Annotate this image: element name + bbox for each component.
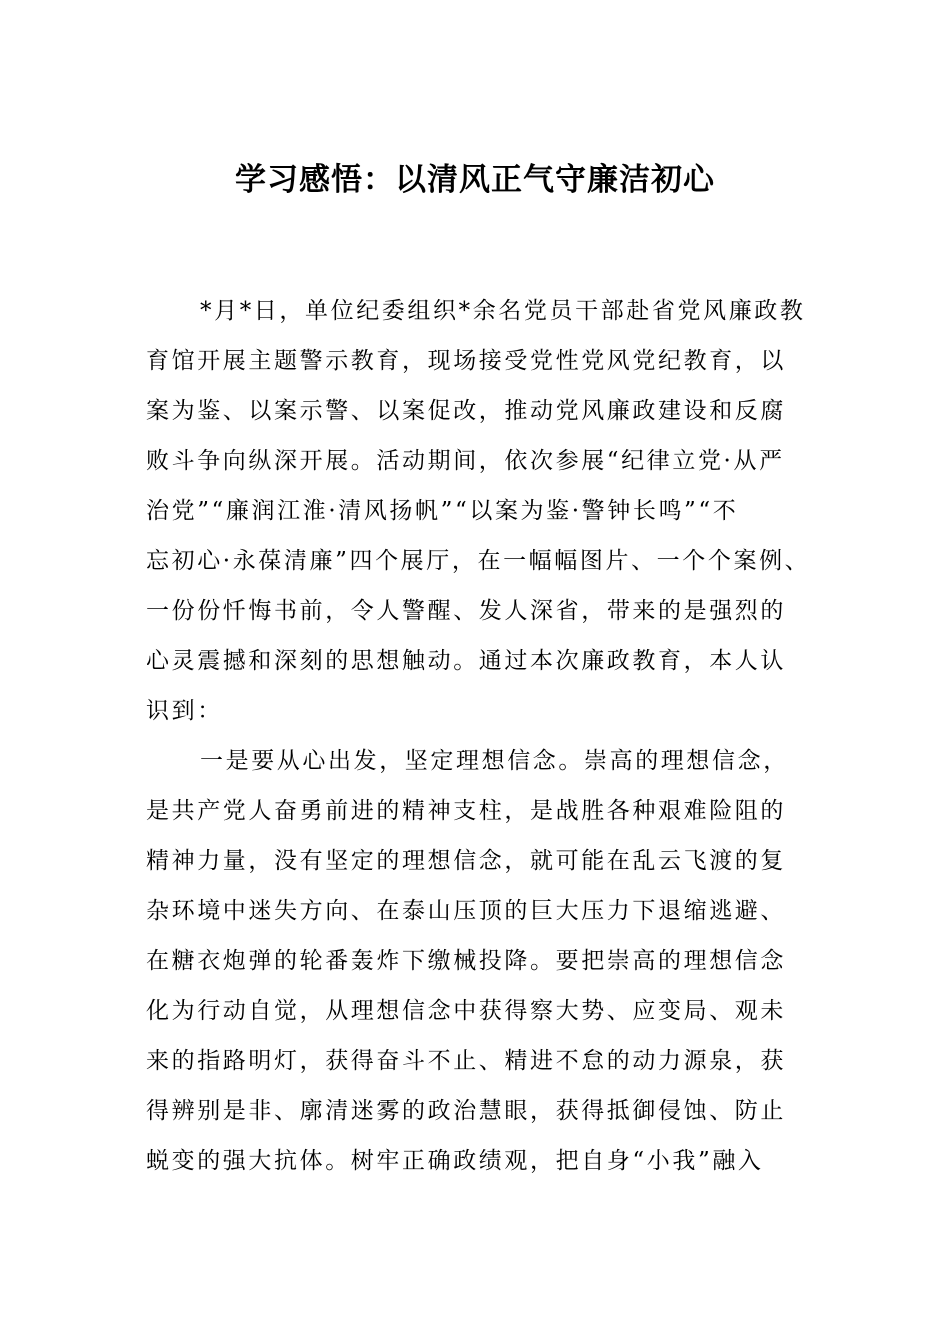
paragraph-line: 在糖衣炮弹的轮番轰炸下缴械投降。要把崇高的理想信念 <box>146 948 786 974</box>
paragraph-line: 精神力量，没有坚定的理想信念，就可能在乱云飞渡的复 <box>146 848 786 874</box>
paragraph-line: 育馆开展主题警示教育，现场接受党性党风党纪教育，以 <box>146 348 786 374</box>
paragraph-line: 蜕变的强大抗体。树牢正确政绩观，把自身“小我”融入 <box>146 1148 764 1174</box>
paragraph-line: 来的指路明灯，获得奋斗不止、精进不怠的动力源泉，获 <box>146 1048 786 1074</box>
paragraph-line: 一是要从心出发，坚定理想信念。崇高的理想信念， <box>200 748 789 774</box>
paragraph-line: *月*日，单位纪委组织*余名党员干部赴省党风廉政教 <box>200 298 806 324</box>
document-body <box>146 286 846 1186</box>
paragraph-2 <box>146 736 846 1186</box>
paragraph-1 <box>146 286 846 736</box>
document-title: 学习感悟：以清风正气守廉洁初心 <box>235 162 715 198</box>
paragraph-line: 心灵震撼和深刻的思想触动。通过本次廉政教育，本人认 <box>146 648 786 674</box>
paragraph-line: 得辨别是非、廓清迷雾的政治慧眼，获得抵御侵蚀、防止 <box>146 1098 786 1124</box>
paragraph-line: 是共产党人奋勇前进的精神支柱，是战胜各种艰难险阻的 <box>146 798 786 824</box>
paragraph-line: 识到： <box>146 698 223 724</box>
paragraph-line: 治党”“廉润江淮·清风扬帆”“以案为鉴·警钟长鸣”“不 <box>146 498 739 524</box>
paragraph-line: 杂环境中迷失方向、在泰山压顶的巨大压力下退缩逃避、 <box>146 898 786 924</box>
paragraph-line: 败斗争向纵深开展。活动期间，依次参展“纪律立党·从严 <box>146 448 785 474</box>
paragraph-line: 案为鉴、以案示警、以案促改，推动党风廉政建设和反腐 <box>146 398 786 424</box>
paragraph-line: 忘初心·永葆清廉”四个展厅，在一幅幅图片、一个个案例、 <box>146 548 811 574</box>
paragraph-line: 化为行动自觉，从理想信念中获得察大势、应变局、观未 <box>146 998 786 1024</box>
paragraph-line: 一份份忏悔书前，令人警醒、发人深省，带来的是强烈的 <box>146 598 786 624</box>
